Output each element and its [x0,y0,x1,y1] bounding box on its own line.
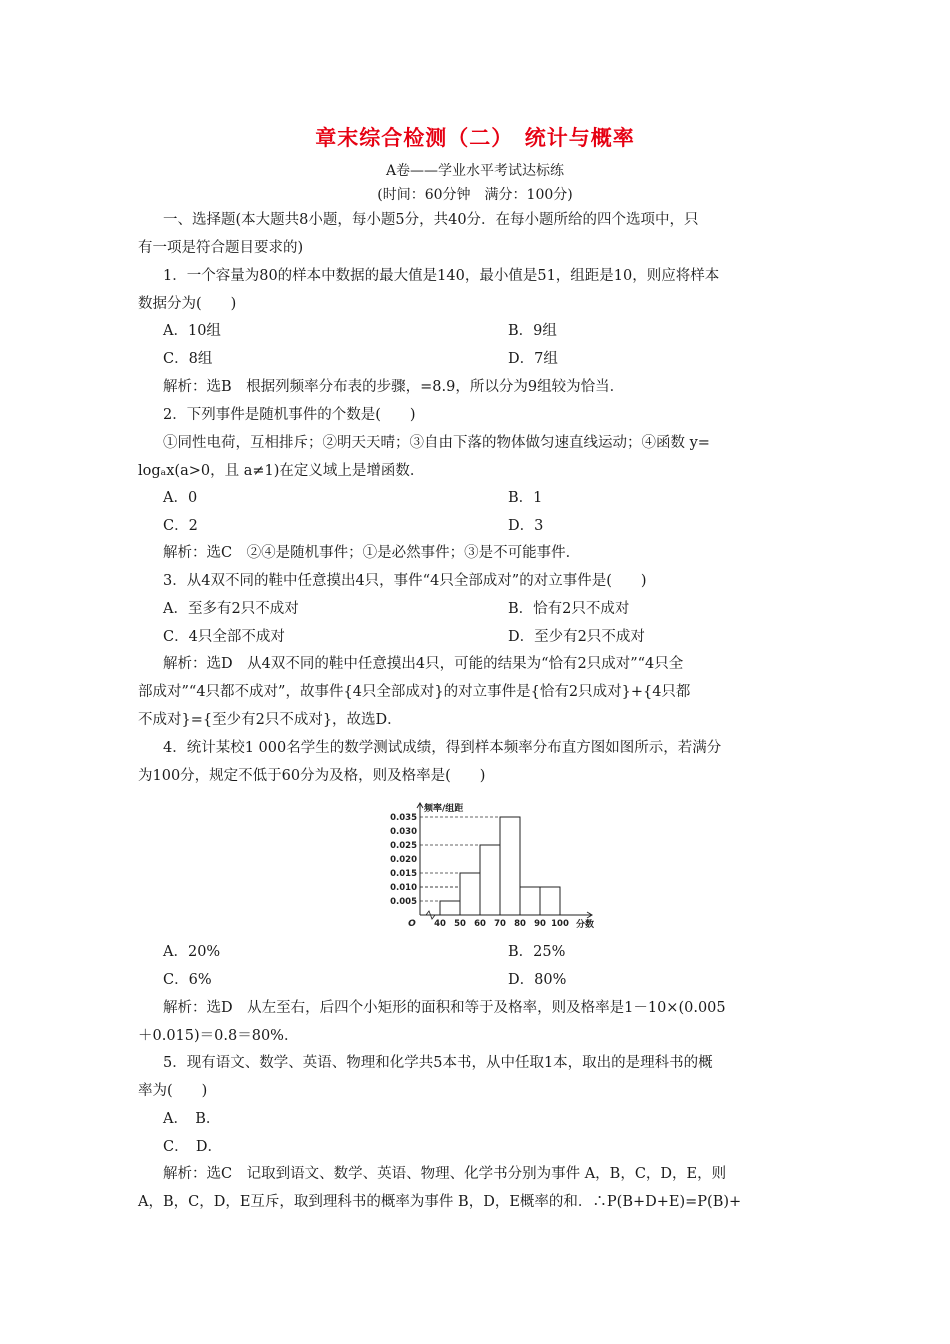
x-tick-label: 60 [474,919,486,929]
histogram-bar [440,901,460,915]
y-tick-label: 0.020 [390,855,417,865]
q5-stem-cont: 率为( ) [138,1083,208,1099]
q1-option-c: C．8组 [163,351,213,367]
q5-analysis-2: A，B，C，D，E互斥，取到理科书的概率为事件 B，D，E概率的和．∴P(B+D+E)=P(B)+ [138,1194,742,1210]
origin-label: O [408,919,416,929]
q1-stem: 1．一个容量为80的样本中数据的最大值是140，最小值是51，组距是10，则应将样本 [163,268,720,284]
q2-stem-2: ①同性电荷，互相排斥；②明天天晴；③自由下落的物体做匀速直线运动；④函数 y= [163,435,710,451]
y-tick-label: 0.015 [390,869,417,879]
q3-option-b: B．恰有2只不成对 [508,601,630,617]
q2-option-b: B．1 [508,490,543,506]
section-heading-cont: 有一项是符合题目要求的) [138,240,304,256]
y-tick-label: 0.005 [390,897,417,907]
q4-option-c: C．6% [163,972,212,988]
histogram-bar [460,873,480,915]
q2-stem: 2．下列事件是随机事件的个数是( ) [163,407,416,423]
q3-analysis-3: 不成对}={至少有2只不成对}，故选D． [138,712,402,728]
x-tick-label: 50 [454,919,466,929]
q1-analysis: 解析：选B 根据列频率分布表的步骤，=8.9，所以分为9组较为恰当． [163,379,625,395]
q2-option-d: D．3 [508,518,544,534]
q5-options-ab: A． B． [163,1111,221,1127]
q2-analysis: 解析：选C ②④是随机事件；①是必然事件；③是不可能事件． [163,545,581,561]
q1-option-d: D．7组 [508,351,558,367]
y-tick-label: 0.035 [390,813,417,823]
y-tick-label: 0.010 [390,883,417,893]
y-tick-label: 0.030 [390,827,417,837]
q5-stem: 5．现有语文、数学、英语、物理和化学共5本书，从中任取1本，取出的是理科书的概 [163,1055,713,1071]
q4-option-a: A．20% [163,944,221,960]
q1-option-b: B．9组 [508,323,557,339]
x-tick-label: 70 [494,919,506,929]
histogram-bar [520,887,540,915]
q4-option-d: D．80% [508,972,567,988]
q1-option-a: A．10组 [163,323,221,339]
q3-analysis-2: 部成对”“4只都不成对”，故事件{4只全部成对}的对立事件是{恰有2只成对}+{4只都 [138,684,691,700]
q4-analysis-2: ＋0.015)＝0.8＝80%． [138,1028,299,1044]
q1-stem-cont: 数据分为( ) [138,296,237,312]
frequency-histogram [380,795,600,940]
q3-option-a: A．至多有2只不成对 [163,601,299,617]
x-tick-label: 40 [434,919,446,929]
histogram-bar [500,817,520,915]
x-tick-label: 80 [514,919,526,929]
q5-analysis: 解析：选C 记取到语文、数学、英语、物理、化学书分别为事件 A，B，C，D，E，则 [163,1166,727,1182]
x-tick-label: 90 [534,919,546,929]
histogram-bar [480,845,500,915]
x-tick-label: 100 [551,919,569,929]
subtitle-a: A卷——学业水平考试达标练 [385,163,565,179]
q3-option-d: D．至少有2只不成对 [508,629,645,645]
q4-option-b: B．25% [508,944,566,960]
y-tick-label: 0.025 [390,841,417,851]
q4-stem-cont: 为100分，规定不低于60分为及格，则及格率是( ) [138,768,486,784]
page-title: 章末综合检测（二） 统计与概率 [315,126,635,150]
q4-stem: 4．统计某校1 000名学生的数学测试成绩，得到样本频率分布直方图如图所示，若满分 [163,740,722,756]
q2-option-c: C．2 [163,518,198,534]
subtitle-b: (时间：60分钟 满分：100分) [377,187,573,203]
histogram-bar [540,887,560,915]
q3-analysis: 解析：选D 从4双不同的鞋中任意摸出4只，可能的结果为“恰有2只成对”“4只全 [163,656,684,672]
q3-stem: 3．从4双不同的鞋中任意摸出4只，事件“4只全部成对”的对立事件是( ) [163,573,647,589]
y-axis-label: 频率/组距 [424,804,464,814]
q2-stem-3: logₐx(a>0，且 a≠1)在定义域上是增函数． [138,463,425,479]
q3-option-c: C．4只全部不成对 [163,629,285,645]
q4-analysis: 解析：选D 从左至右，后四个小矩形的面积和等于及格率，则及格率是1－10×(0.005 [163,1000,726,1016]
q2-option-a: A．0 [163,490,198,506]
q5-options-cd: C． D． [163,1139,222,1155]
x-axis-label: 分数 [575,920,595,930]
section-heading: 一、选择题(本大题共8小题，每小题5分，共40分．在每小题所给的四个选项中，只 [163,212,699,228]
